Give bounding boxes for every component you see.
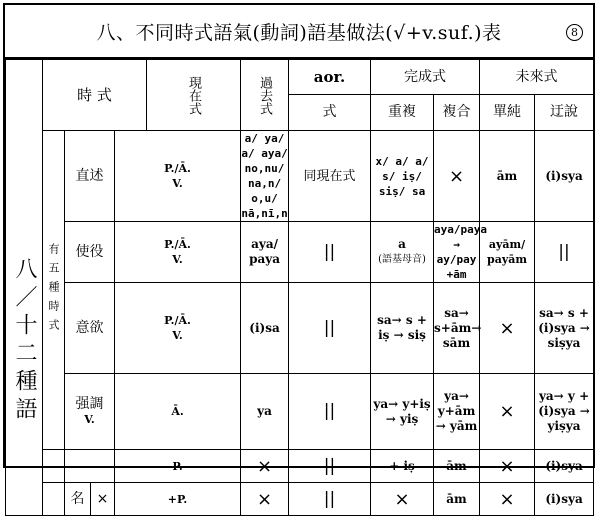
perfect-header: 完成式 [371, 60, 480, 95]
header-row-1 [6, 60, 594, 95]
perfect-periph-header: 複合 [434, 95, 480, 131]
table-row [6, 374, 594, 450]
past-header: 過去式 [241, 60, 289, 131]
aorist-cell: sa→ s + iṣ → siṣ [371, 283, 434, 374]
side-category [6, 60, 43, 516]
aorist-cell: + iṣ [371, 450, 434, 483]
mood-label: 名 [65, 483, 91, 516]
voice-label: P./Ā. V. [115, 222, 241, 283]
voice-label: Ā. [115, 374, 241, 450]
perfect-redup-cell: × [434, 131, 480, 222]
aorist-sub-header: 式 [289, 95, 371, 131]
title-tail: +v.suf.)表 [405, 22, 502, 44]
present-cell: (i)sa [241, 283, 289, 374]
present-cell: a/ ya/ a/ aya/ no,nu/ na,n/ o,u/ nā,nī,n [241, 132, 288, 220]
future-simple-cell: sa→ s +(i)sya → siṣya [535, 283, 594, 374]
future-simple-cell: (i)sya [535, 450, 594, 483]
future-simple-cell: ya→ y +(i)sya → yiṣya [535, 374, 594, 450]
present-header: 現在式 [147, 60, 241, 131]
mood-label: 使役 [65, 222, 115, 283]
aorist-cell: x/ a/ a/ s/ iṣ/ siṣ/ sa [371, 131, 434, 222]
perfect-redup-header: 重複 [371, 95, 434, 131]
past-cell: 同現在式 [289, 131, 371, 222]
blank-cell [65, 450, 115, 483]
perfect-periph-cell: × [480, 450, 535, 483]
voice-label: +P. [115, 483, 241, 516]
perfect-redup-cell: sa→ s+ām→ sām [434, 283, 480, 374]
side-category-label: 八／十二種語 [12, 256, 37, 425]
mood-label: 意欲 [65, 283, 115, 374]
mood-label: 强調 V. [65, 374, 115, 450]
perfect-periph-cell: ayām/ payām [480, 222, 535, 283]
future-simple-cell: (i)sya [535, 131, 594, 222]
table-row [6, 131, 594, 222]
sub-category: 有五種時式 [43, 131, 65, 450]
mood-label: 直述 [65, 131, 115, 222]
page-title [5, 18, 593, 45]
table-frame [3, 3, 595, 510]
perfect-periph-cell: × [480, 483, 535, 516]
future-simple-cell: (i)sya [535, 483, 594, 516]
table-row [6, 450, 594, 483]
mood-mark: × [91, 483, 115, 516]
aorist-header: aor. [289, 60, 371, 95]
past-cell: || [289, 450, 371, 483]
perfect-redup-cell: ya→ y+ām → yām [434, 374, 480, 450]
future-periph-header: 迂說 [535, 95, 594, 131]
title-bar [5, 5, 593, 59]
future-header: 未來式 [480, 60, 594, 95]
past-cell: || [289, 283, 371, 374]
conjugation-table [5, 59, 594, 516]
voice-label: P./Ā. V. [115, 131, 241, 222]
page-number: 8 [566, 24, 583, 41]
blank-cell [43, 450, 65, 483]
perfect-redup-cell: aya/paya → ay/pay +ām [434, 223, 488, 281]
aorist-cell: a (語基母音) [371, 222, 434, 283]
future-simple-header: 單純 [480, 95, 535, 131]
perfect-periph-cell: × [480, 283, 535, 374]
table-row [6, 222, 594, 283]
aorist-cell: ya→ y+iṣ → yiṣ [371, 374, 434, 450]
future-simple-cell: || [535, 222, 594, 283]
voice-label: P./Ā. V. [115, 283, 241, 374]
past-cell: || [289, 483, 371, 516]
voice-label: P. [115, 450, 241, 483]
present-cell: ya [241, 374, 289, 450]
blank-cell [43, 483, 65, 516]
root-symbol: √ [393, 22, 406, 44]
past-cell: || [289, 374, 371, 450]
title-main: 八、不同時式語氣(動詞)語基做法( [96, 22, 394, 44]
present-cell: × [241, 450, 289, 483]
table-row [6, 283, 594, 374]
perfect-periph-cell: × [480, 374, 535, 450]
aorist-cell: × [371, 483, 434, 516]
perfect-redup-cell: ām [434, 483, 480, 516]
table-row [6, 483, 594, 516]
past-cell: || [289, 222, 371, 283]
tense-header: 時 式 [43, 60, 147, 131]
present-cell: aya/ paya [241, 222, 289, 283]
perfect-periph-cell: ām [480, 131, 535, 222]
perfect-redup-cell: ām [434, 450, 480, 483]
present-cell: × [241, 483, 289, 516]
